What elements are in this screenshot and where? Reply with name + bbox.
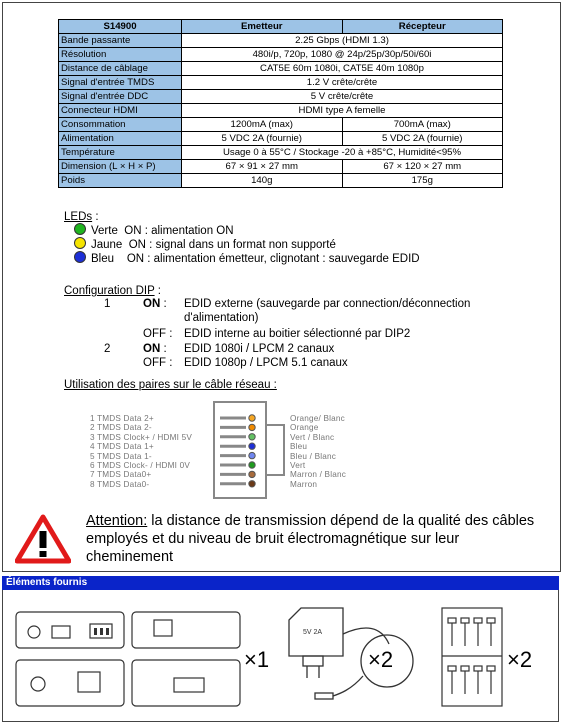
led-item-yellow: Jaune ON : signal dans un format non supporté	[74, 237, 336, 252]
screw-head	[461, 618, 469, 623]
screw-head	[448, 666, 456, 671]
spec-row-label: Alimentation	[59, 132, 182, 146]
dip-sw2-number: 2	[104, 343, 111, 355]
screw-head	[448, 618, 456, 623]
supplied-title-bar: Éléments fournis	[2, 576, 559, 590]
spec-row-label: Résolution	[59, 48, 182, 62]
spec-row-label: Dimension (L × H × P)	[59, 160, 182, 174]
wire-color-dot	[249, 481, 255, 487]
blue-led-icon	[74, 251, 86, 263]
wire-color-dot	[249, 415, 255, 421]
spec-row-label: Connecteur HDMI	[59, 104, 182, 118]
dip-sw1-on-desc-cont: d'alimentation)	[184, 312, 259, 324]
spec-row-recepteur: 5 VDC 2A (fournie)	[342, 132, 503, 146]
extender-quantity: ×1	[244, 647, 270, 672]
adapter-quantity: ×2	[368, 647, 394, 672]
spec-row-recepteur: 175g	[342, 174, 503, 188]
screw-head	[474, 666, 482, 671]
spec-row-value: CAT5E 60m 1080i, CAT5E 40m 1080p	[182, 62, 503, 76]
pair-pin-label: 8 TMDS Data0-	[90, 479, 150, 489]
spec-row-emetteur: 67 × 91 × 27 mm	[182, 160, 343, 174]
spec-row	[59, 76, 503, 90]
led-item-green: Verte ON : alimentation ON	[74, 223, 234, 238]
wire-color-dot	[249, 443, 255, 449]
pair-pin-label: 7 TMDS Data0+	[90, 470, 152, 480]
pair-pin-label: 5 TMDS Data 1-	[90, 451, 152, 461]
spec-row-label: Consommation	[59, 118, 182, 132]
spec-row-label: Poids	[59, 174, 182, 188]
spec-row	[59, 48, 503, 62]
dip-sw1-off-label: OFF :	[143, 328, 173, 340]
pair-wire-color-label: Vert	[290, 461, 306, 471]
dip-sw2-off-label: OFF :	[143, 357, 173, 369]
wire-color-dot	[249, 471, 255, 477]
extender-units-icon	[14, 608, 242, 714]
spec-row	[59, 118, 503, 132]
spec-row-value: HDMI type A femelle	[182, 104, 503, 118]
spec-row	[59, 34, 503, 48]
pair-wire-color-label: Marron	[290, 479, 318, 489]
spec-row-label: Signal d'entrée TMDS	[59, 76, 182, 90]
green-led-icon	[74, 223, 86, 235]
power-adapter-icon	[285, 604, 415, 714]
spec-row	[59, 62, 503, 76]
dip-sw1-number: 1	[104, 298, 111, 310]
pair-wire-color-label: Bleu	[290, 442, 308, 452]
dip-sw1-on-desc: EDID externe (sauvegarde par connection/déconnection	[184, 298, 471, 310]
wire-color-dot	[249, 434, 255, 440]
spec-row-value: Usage 0 à 55°C / Stockage -20 à +85°C, Humidité<95%	[182, 146, 503, 160]
dip-sw2-on-label: ON :	[143, 343, 167, 355]
spec-row	[59, 174, 503, 188]
pair-pin-label: 1 TMDS Data 2+	[90, 414, 154, 423]
yellow-led-icon	[74, 237, 86, 249]
spec-row-value: 5 V crête/crête	[182, 90, 503, 104]
header-emetteur: Emetteur	[182, 20, 343, 34]
spec-table	[58, 19, 503, 188]
dip-sw1-on-label: ON :	[143, 298, 167, 310]
screw-kit-quantity: ×2	[507, 647, 533, 672]
header-recepteur: Récepteur	[342, 20, 503, 34]
screw-head	[487, 618, 495, 623]
screw-head	[474, 618, 482, 623]
pair-wire-color-label: Bleu / Blanc	[290, 451, 337, 461]
led-item-blue: Bleu ON : alimentation émetteur, clignotant : sauvegarde EDID	[74, 251, 420, 266]
pair-pin-label: 4 TMDS Data 1+	[90, 442, 154, 452]
pair-wire-color-label: Orange	[290, 423, 319, 433]
attention-note: Attention: la distance de transmission dépend de la qualité des câbles employés et du niveau de bruit électromagnétique sur leur cheminement	[86, 513, 535, 565]
spec-header-row	[59, 20, 503, 34]
spec-row-label: Distance de câblage	[59, 62, 182, 76]
spec-row-emetteur: 140g	[182, 174, 343, 188]
header-model: S14900	[59, 20, 182, 34]
spec-row-label: Température	[59, 146, 182, 160]
pair-wire-color-label: Orange/ Blanc	[290, 414, 345, 423]
dip-sw1-off-desc: EDID interne au boitier sélectionné par DIP2	[184, 328, 411, 340]
spec-row	[59, 90, 503, 104]
wire-color-dot	[249, 462, 255, 468]
spec-row-value: 2.25 Gbps (HDMI 1.3)	[182, 34, 503, 48]
pair-wire-color-label: Vert / Blanc	[290, 432, 335, 442]
pair-wire-color-label: Marron / Blanc	[290, 470, 347, 480]
screw-head	[487, 666, 495, 671]
dip-sw2-off-desc: EDID 1080p / LPCM 5.1 canaux	[184, 357, 348, 369]
dip-sw2-on-desc: EDID 1080i / LPCM 2 canaux	[184, 343, 335, 355]
warning-icon	[15, 514, 71, 564]
spec-row-recepteur: 700mA (max)	[342, 118, 503, 132]
pair-pin-label: 3 TMDS Clock+ / HDMI 5V	[90, 432, 193, 442]
spec-row-label: Bande passante	[59, 34, 182, 48]
wire-color-dot	[249, 452, 255, 458]
spec-row-emetteur: 5 VDC 2A (fournie)	[182, 132, 343, 146]
spec-row-emetteur: 1200mA (max)	[182, 118, 343, 132]
pair-pin-label: 2 TMDS Data 2-	[90, 423, 152, 433]
spec-row	[59, 146, 503, 160]
spec-row-recepteur: 67 × 120 × 27 mm	[342, 160, 503, 174]
pair-pin-label: 6 TMDS Clock- / HDMI 0V	[90, 461, 190, 471]
dip-heading: Configuration DIP :	[64, 285, 161, 297]
spec-row-value: 1.2 V crête/crête	[182, 76, 503, 90]
spec-row-label: Signal d'entrée DDC	[59, 90, 182, 104]
adapter-label: 5V 2A	[303, 629, 323, 636]
rj45-connector-icon	[212, 400, 292, 500]
spec-row	[59, 104, 503, 118]
pairs-heading: Utilisation des paires sur le câble réseau :	[64, 379, 277, 391]
wire-color-dot	[249, 424, 255, 430]
spec-row-value: 480i/p, 720p, 1080 @ 24p/25p/30p/50i/60i	[182, 48, 503, 62]
screw-head	[461, 666, 469, 671]
spec-row	[59, 132, 503, 146]
screw-kit-icon	[440, 606, 504, 710]
spec-row	[59, 160, 503, 174]
pairs-left-list	[90, 414, 192, 489]
leds-heading: LEDs :	[64, 211, 99, 223]
pairs-right-list	[290, 414, 346, 489]
